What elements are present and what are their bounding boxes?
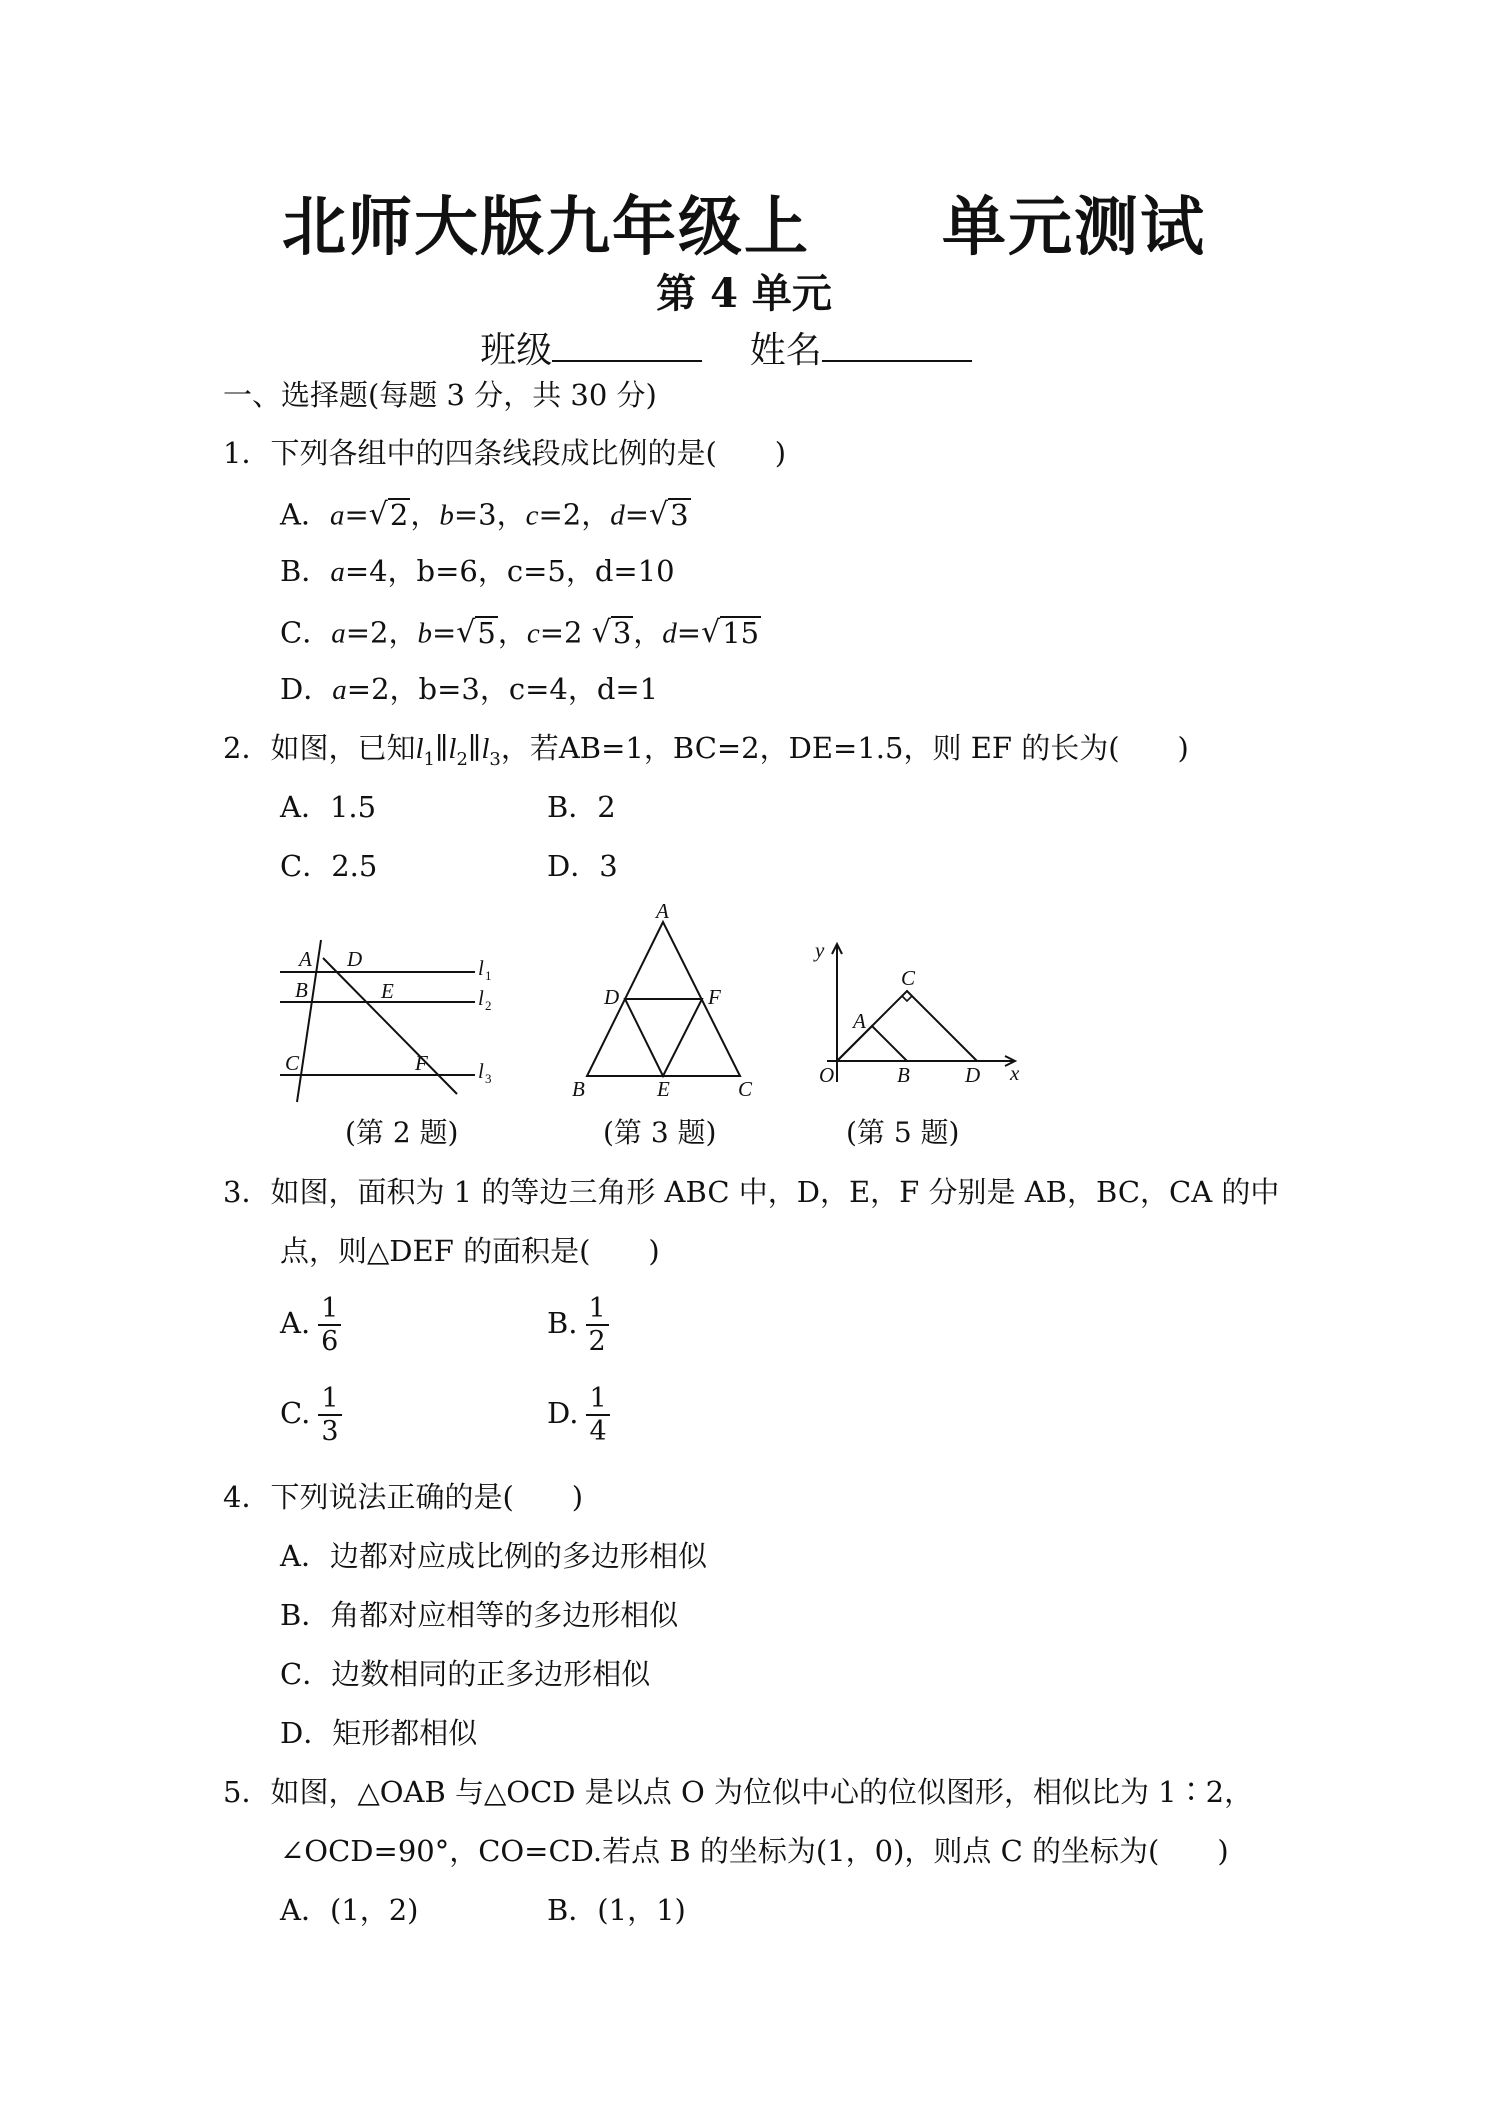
triangle-def	[625, 999, 702, 1076]
q2-stem-values: AB=1，BC=2，DE=1.5，则 EF 的长为( )	[558, 731, 1189, 765]
q1-number: 1．	[223, 436, 271, 470]
section-heading: 一、选择题(每题 3 分，共 30 分)	[223, 378, 657, 412]
page-title: 北师大版九年级上 单元测试	[282, 191, 1206, 265]
q5-option-b: B．(1，1)	[547, 1893, 686, 1927]
q1-option-a: A．a= √ 2 ，b=3，c=2，d= √ 3	[280, 497, 689, 533]
question-2: 2．如图，已知$l_1\parallel l_2\parallel l_3$，若AB=1，BC=2，DE=1.5，则 EF 的长为( )	[223, 731, 1189, 770]
q4-option-d: D．矩形都相似	[280, 1716, 478, 1750]
q3-line-1: 如图，面积为 1 的等边三角形 ABC 中，D，E，F 分别是 AB，BC，CA 的中	[270, 1175, 1280, 1209]
label-E: E	[657, 1077, 670, 1100]
q3-option-c: C. $\frac{1}{3}$	[280, 1383, 342, 1447]
unit-title: 第 4 单元	[656, 270, 832, 317]
question-4: 4．下列说法正确的是( )	[223, 1480, 584, 1514]
class-label: 班级	[480, 330, 553, 371]
label-F: F	[708, 985, 721, 1009]
q4-option-b: B．角都对应相等的多边形相似	[280, 1598, 679, 1632]
label-A: A	[853, 1009, 866, 1033]
question-1	[223, 436, 787, 470]
svg-text:2: 2	[485, 998, 492, 1013]
svg-text:3: 3	[485, 1071, 492, 1086]
label-l1: l	[478, 956, 484, 980]
caption-fig5: (第 5 题)	[846, 1116, 960, 1149]
label-F: F	[415, 1051, 428, 1075]
question-3: 3．如图，面积为 1 的等边三角形 ABC 中，D，E，F 分别是 AB，BC，CA 的中	[223, 1175, 1280, 1209]
q3-option-b: B. $\frac{1}{2}$	[547, 1293, 609, 1357]
label-D: D	[604, 985, 620, 1009]
name-blank	[822, 330, 972, 362]
label-A: A	[299, 947, 312, 971]
q5-line-2: ∠OCD=90°，CO=CD.若点 B 的坐标为(1，0)，则点 C 的坐标为( )	[280, 1834, 1229, 1868]
q1-stem: 下列各组中的四条线段成比例的是( )	[270, 436, 787, 470]
q2-option-d: D．3	[547, 849, 618, 883]
triangle-oab	[837, 1026, 907, 1061]
label-E: E	[381, 979, 394, 1003]
label-B: B	[572, 1077, 585, 1100]
label-l3: l	[478, 1059, 484, 1083]
class-blank	[552, 330, 702, 362]
q3-line-2: 点，则△DEF 的面积是( )	[280, 1234, 660, 1268]
q1-option-c: C．a=2，b= √ 5 ，c=2 √ 3 ，d= √ 15	[280, 615, 760, 651]
q3-option-d: D. $\frac{1}{4}$	[547, 1383, 610, 1447]
q5-option-a: A．(1，2)	[280, 1893, 419, 1927]
q2-option-c: C．2.5	[280, 849, 378, 883]
q5-line-1: 如图，△OAB 与△OCD 是以点 O 为位似中心的位似图形，相似比为 1∶2，	[270, 1775, 1254, 1809]
q4-option-a: A．边都对应成比例的多边形相似	[280, 1539, 707, 1573]
caption-fig2: (第 2 题)	[345, 1116, 459, 1149]
q1-option-b: B．a=4，b=6，c=5，d=10	[280, 554, 675, 588]
label-D: D	[965, 1063, 981, 1087]
label-C: C	[285, 1051, 300, 1075]
label-A: A	[656, 900, 669, 923]
figure-q5	[805, 940, 1030, 1090]
figure-q3	[560, 900, 760, 1100]
q2-option-a: A．1.5	[280, 790, 377, 824]
label-C: C	[901, 966, 916, 990]
label-l2: l	[478, 986, 484, 1010]
name-label: 姓名	[749, 330, 822, 371]
label-O: O	[819, 1063, 835, 1087]
q3-option-a: A. $\frac{1}{6}$	[280, 1293, 341, 1357]
caption-fig3: (第 3 题)	[603, 1116, 717, 1149]
figure-q2	[275, 930, 505, 1105]
q2-option-b: B．2	[547, 790, 616, 824]
label-x: x	[1010, 1061, 1020, 1085]
label-B: B	[295, 978, 308, 1002]
svg-text:1: 1	[485, 968, 492, 983]
label-y: y	[815, 940, 825, 962]
right-angle-mark	[902, 991, 912, 1001]
label-C: C	[738, 1077, 753, 1100]
class-name-line	[0, 330, 1488, 369]
q4-option-c: C．边数相同的正多边形相似	[280, 1657, 651, 1691]
label-D: D	[347, 947, 363, 971]
q1-option-d: D．a=2，b=3，c=4，d=1	[280, 672, 659, 706]
question-5: 5．如图，△OAB 与△OCD 是以点 O 为位似中心的位似图形，相似比为 1∶2，	[223, 1775, 1254, 1809]
label-B: B	[897, 1063, 910, 1087]
